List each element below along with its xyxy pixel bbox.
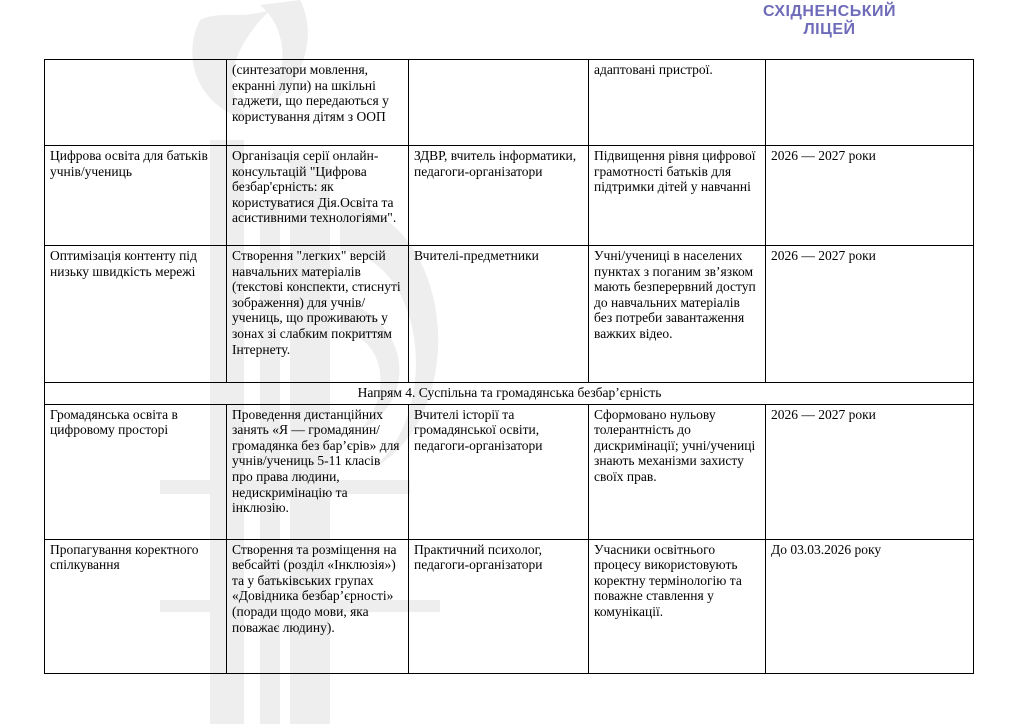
table-row [45,539,974,673]
action-cell: Створення "легких" версій навчальних матеріалів (текстові конспекти, стиснуті зображення) для учнів/учениць, що проживають у зонах зі слабким покриттям Інтернету. [227,246,409,383]
activity-cell [45,60,227,146]
result-cell: Підвищення рівня цифрової грамотності батьків для підтримки дітей у навчанні [589,146,766,246]
logo-line-1: СХІДНЕНСЬКИЙ [762,3,896,20]
table-row [45,246,974,383]
responsible-cell: Вчителі-предметники [409,246,589,383]
activity-cell: Громадянська освіта в цифровому просторі [45,404,227,539]
term-cell [766,60,974,146]
logo-line-2: ЛІЦЕЙ [803,21,856,38]
action-cell: Створення та розміщення на вебсайті (розділ «Інклюзія») та у батьківських групах «Довідника безбар’єрності» (поради щодо мови, яка поважає людину). [227,539,409,673]
result-cell: Учні/учениці в населених пунктах з поганим зв’язком мають безперервний доступ до навчальних матеріалів без потреби завантаження важких відео. [589,246,766,383]
result-cell: Сформовано нульову толерантність до дискримінації; учні/учениці знають механізми захисту своїх прав. [589,404,766,539]
result-cell: Учасники освітнього процесу використовують коректну термінологію та поважне ставлення у комунікації. [589,539,766,673]
table-row [45,146,974,246]
table-row [45,404,974,539]
action-cell: Проведення дистанційних занять «Я — громадянин/громадянка без бар’єрів» для учнів/учениць 5-11 класів про права людини, недискримінацію та інклюзію. [227,404,409,539]
activity-cell: Пропагування коректного спілкування [45,539,227,673]
responsible-cell [409,60,589,146]
term-cell: До 03.03.2026 року [766,539,974,673]
activity-cell: Оптимізація контенту під низьку швидкість мережі [45,246,227,383]
term-cell: 2026 — 2027 роки [766,146,974,246]
responsible-cell: ЗДВР, вчитель інформатики, педагоги-організатори [409,146,589,246]
action-plan-table [44,59,974,674]
term-cell: 2026 — 2027 роки [766,404,974,539]
result-cell: адаптовані пристрої. [589,60,766,146]
responsible-cell: Вчителі історії та громадянської освіти, педагоги-організатори [409,404,589,539]
activity-cell: Цифрова освіта для батьків учнів/учениць [45,146,227,246]
school-logo [763,3,896,39]
action-cell: (синтезатори мовлення, екранні лупи) на шкільні гаджети, що передаються у користування дітям з ООП [227,60,409,146]
action-cell: Організація серії онлайн-консультацій "Цифрова безбар'єрність: як користуватися Дія.Освіта та асистивними технологіями". [227,146,409,246]
section-row [45,383,974,405]
responsible-cell: Практичний психолог, педагоги-організатори [409,539,589,673]
term-cell: 2026 — 2027 роки [766,246,974,383]
table-row [45,60,974,146]
section-title: Напрям 4. Суспільна та громадянська безбар’єрність [45,383,974,405]
